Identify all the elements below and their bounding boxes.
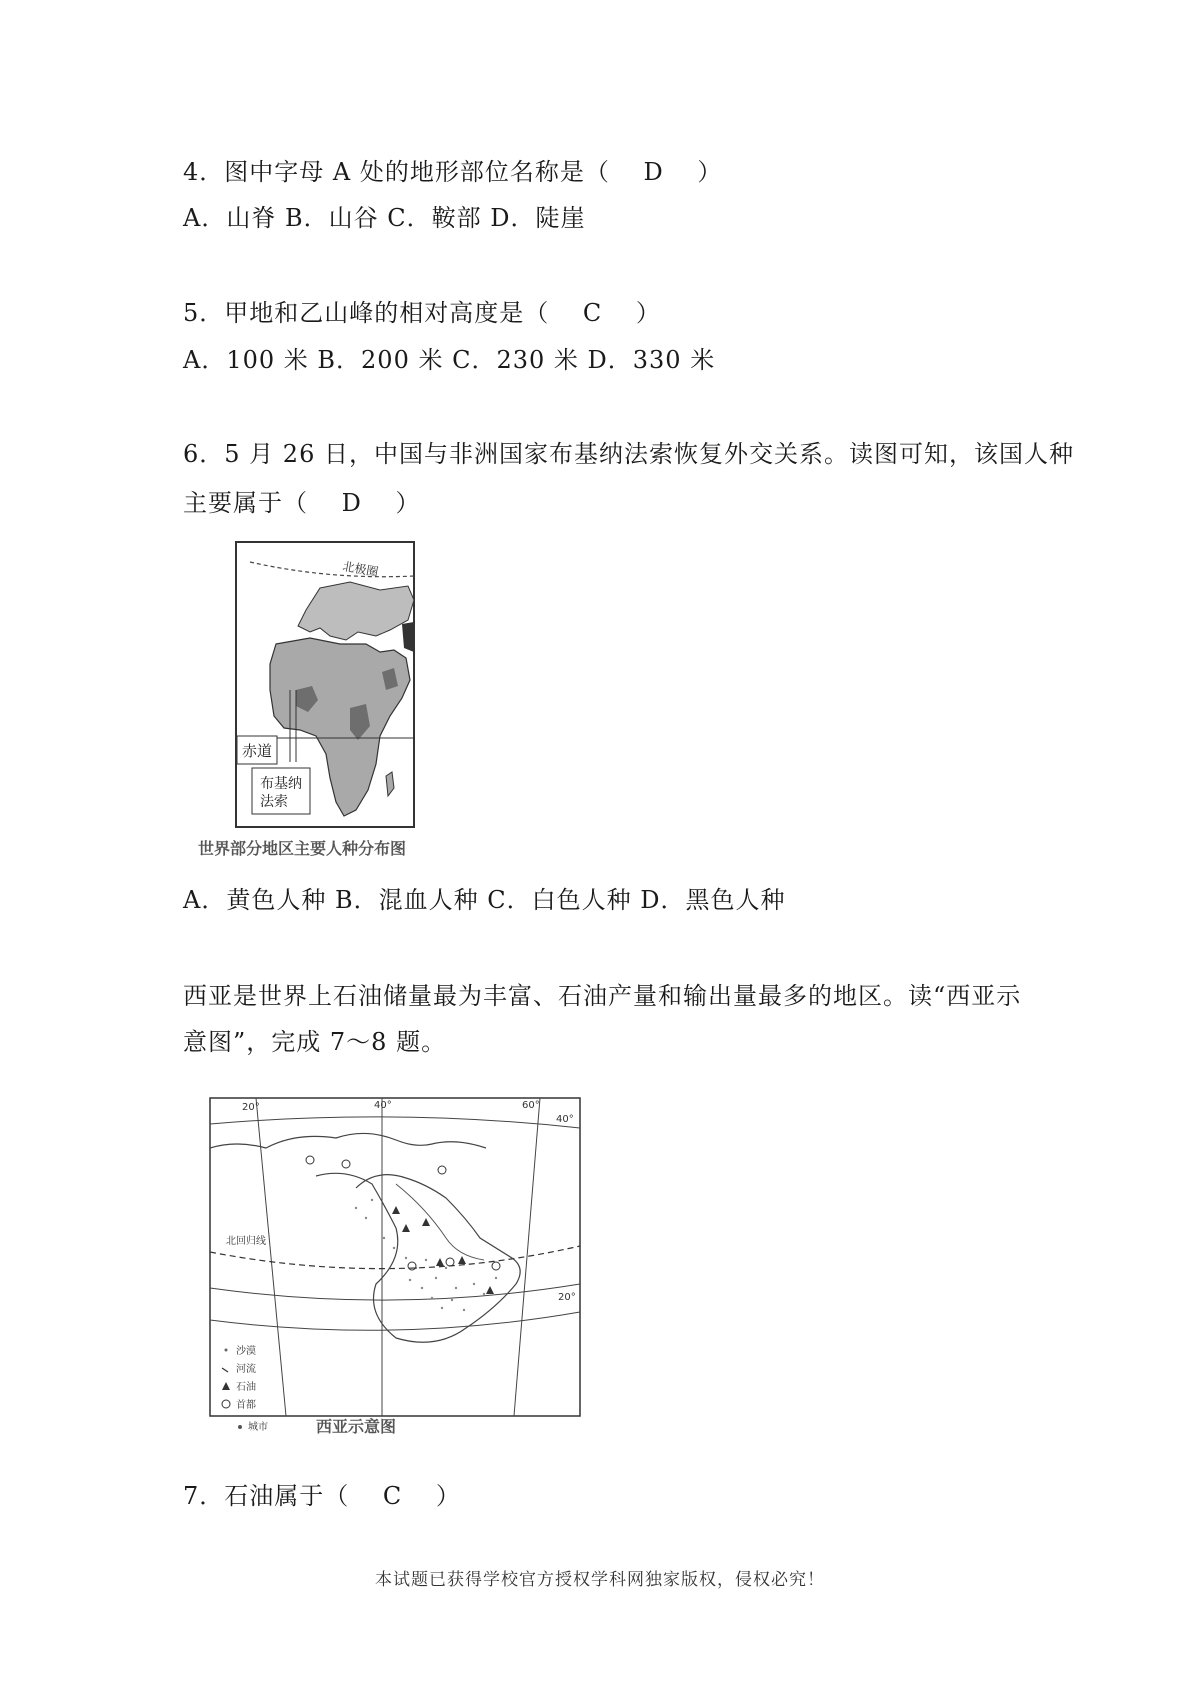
west-asia-map-caption: 西亚示意图	[316, 1417, 397, 1436]
africa-race-map	[180, 540, 440, 870]
q5-options: A．100 米 B．200 米 C．230 米 D．330 米	[183, 346, 716, 374]
copyright-footer: 本试题已获得学校官方授权学科网独家版权，侵权必究！	[375, 1570, 825, 1590]
legend-river: 河流	[236, 1364, 256, 1375]
arctic-label: 北极圈	[341, 559, 380, 580]
q4-options: A．山脊 B．山谷 C．鞍部 D．陡崖	[183, 204, 586, 232]
intro-line2: 意图”，完成 7～8 题。	[183, 1028, 447, 1056]
legend-oil: 石油	[236, 1382, 256, 1393]
lat-label-40: 40°	[556, 1114, 574, 1125]
lat-label-20: 20°	[558, 1292, 576, 1303]
africa-map-graphic	[180, 540, 440, 870]
legend-capital: 首都	[236, 1400, 256, 1411]
tropic-label: 北回归线	[226, 1236, 266, 1247]
legend-city	[238, 1418, 268, 1433]
q6-stem-line2: 主要属于（ D ）	[183, 489, 421, 517]
lon-label-20: 20°	[242, 1102, 260, 1113]
country-label-2: 法索	[260, 794, 288, 810]
legend-desert: 沙漠	[236, 1346, 256, 1357]
equator-label: 赤道	[242, 742, 273, 760]
q5-stem: 5．甲地和乙山峰的相对高度是（ C ）	[183, 299, 661, 327]
q6-options: A．黄色人种 B．混血人种 C．白色人种 D．黑色人种	[183, 886, 786, 914]
country-label-1: 布基纳	[260, 776, 302, 792]
africa-map-caption: 世界部分地区主要人种分布图	[198, 839, 407, 858]
lon-label-60: 60°	[522, 1100, 540, 1111]
west-asia-map	[196, 1088, 596, 1450]
q7-stem: 7．石油属于（ C ）	[183, 1482, 461, 1510]
q4-stem: 4．图中字母 A 处的地形部位名称是（ D ）	[183, 158, 723, 186]
west-asia-map-graphic	[196, 1088, 596, 1450]
legend-city-label: 城市	[248, 1422, 268, 1433]
city-dot-icon	[238, 1425, 242, 1429]
q6-stem-line1: 6．5 月 26 日，中国与非洲国家布基纳法索恢复外交关系。读图可知，该国人种	[183, 440, 1074, 468]
intro-line1: 西亚是世界上石油储量最为丰富、石油产量和输出量最多的地区。读“西亚示	[183, 982, 1022, 1010]
lon-label-40: 40°	[374, 1100, 392, 1111]
